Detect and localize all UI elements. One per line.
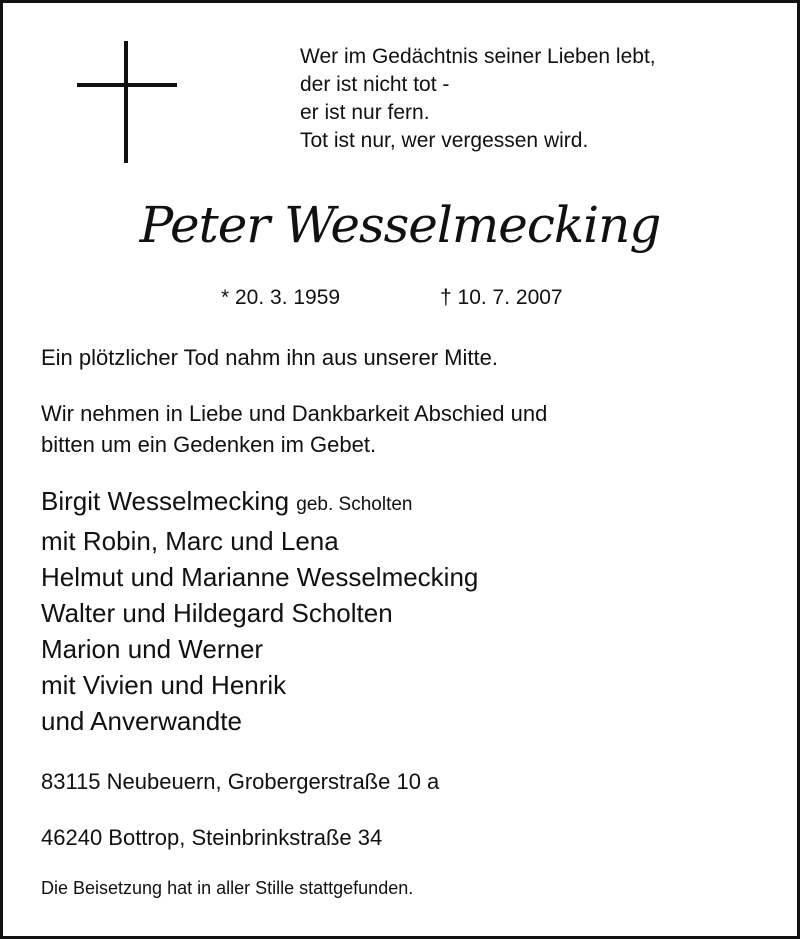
family-line: Walter und Hildegard Scholten: [41, 598, 393, 628]
message-line: Ein plötzlicher Tod nahm ihn aus unserer Mitte.: [41, 345, 498, 370]
message-line: bitten um ein Gedenken im Gebet.: [41, 432, 377, 457]
deceased-name: Peter Wesselmecking: [139, 196, 661, 254]
birth-date: * 20. 3. 1959: [221, 286, 341, 309]
message-line: Wir nehmen in Liebe und Dankbarkeit Abschied und: [41, 401, 548, 426]
address-line: 83115 Neubeuern, Grobergerstraße 10 a: [41, 769, 440, 794]
death-date: † 10. 7. 2007: [440, 286, 563, 309]
cross-icon: [77, 41, 177, 163]
family-line: mit Robin, Marc und Lena: [41, 526, 339, 556]
poem-line: Tot ist nur, wer vergessen wird.: [300, 129, 589, 152]
family-line: Marion und Werner: [41, 634, 264, 664]
family-list: [41, 483, 478, 739]
family-line: und Anverwandte: [41, 706, 242, 736]
family-first-name: Birgit Wesselmecking: [41, 486, 290, 516]
poem-line: er ist nur fern.: [300, 101, 430, 124]
farewell-message: [41, 398, 547, 460]
poem-line: der ist nicht tot -: [300, 73, 450, 96]
poem-line: Wer im Gedächtnis seiner Lieben lebt,: [300, 45, 656, 68]
address-line: 46240 Bottrop, Steinbrinkstraße 34: [41, 825, 383, 850]
maiden-name: geb. Scholten: [296, 494, 413, 515]
family-line: [41, 483, 478, 523]
family-line: mit Vivien und Henrik: [41, 670, 287, 700]
burial-note: Die Beisetzung hat in aller Stille stattgefunden.: [41, 878, 414, 898]
family-line: Helmut und Marianne Wesselmecking: [41, 562, 479, 592]
poem: [300, 43, 656, 155]
